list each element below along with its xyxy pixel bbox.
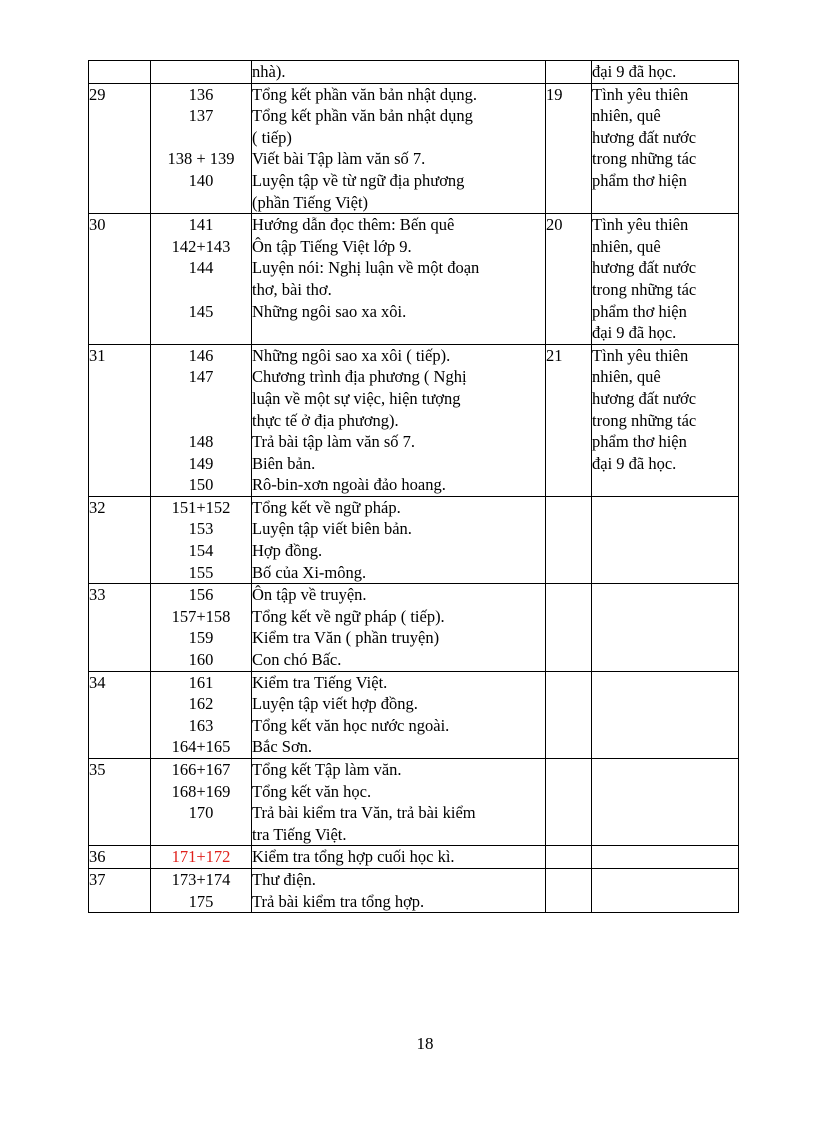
- lesson-cell-line: Trả bài kiểm tra Văn, trả bài kiểm: [252, 803, 476, 823]
- topic-number-cell: [546, 496, 592, 583]
- topic-cell-line: phẩm thơ hiện: [592, 170, 687, 190]
- table-row: [89, 846, 739, 869]
- week-cell: 31: [89, 344, 151, 496]
- topic-cell: [592, 846, 739, 869]
- lesson-cell-line: Tổng kết về ngữ pháp.: [252, 497, 401, 517]
- topic-cell: [592, 344, 739, 496]
- lesson-cell-line: Viết bài Tập làm văn số 7.: [252, 149, 426, 169]
- lesson-cell-line: Trả bài tập làm văn số 7.: [252, 432, 415, 452]
- table-row: [89, 61, 739, 84]
- period-cell-line: 142+143: [171, 236, 231, 256]
- lesson-cell: [252, 214, 546, 345]
- period-cell-line: 136: [188, 84, 214, 104]
- period-cell: [151, 344, 252, 496]
- week-cell: 30: [89, 214, 151, 345]
- period-cell-line: 170: [188, 803, 214, 823]
- table-row: [89, 671, 739, 758]
- topic-cell-line: [592, 672, 738, 694]
- period-cell-line: 161: [188, 672, 214, 692]
- week-cell: 29: [89, 83, 151, 214]
- topic-cell-line: [592, 584, 738, 606]
- period-cell-line: 151+152: [171, 497, 231, 517]
- week-cell: [89, 61, 151, 84]
- lesson-cell-line: nhà).: [252, 62, 286, 81]
- lesson-plan-body: [89, 61, 739, 913]
- week-cell: 37: [89, 868, 151, 912]
- lesson-cell-line: thực tế ở địa phương).: [252, 410, 399, 430]
- period-cell-line: 162: [188, 694, 214, 714]
- lesson-cell: [252, 496, 546, 583]
- topic-cell-line: Tình yêu thiên: [592, 84, 689, 104]
- lesson-cell-line: Tổng kết văn học nước ngoài.: [252, 715, 450, 735]
- topic-number-cell: [546, 61, 592, 84]
- topic-cell-line: [592, 846, 738, 868]
- lesson-cell: [252, 759, 546, 846]
- lesson-cell-line: Bố của Xi-mông.: [252, 562, 367, 582]
- period-cell-line: 149: [188, 453, 214, 473]
- topic-cell-line: [592, 869, 738, 891]
- lesson-cell-line: Tổng kết phần văn bản nhật dụng: [252, 106, 473, 126]
- lesson-cell-line: Luyện nói: Nghị luận về một đoạn: [252, 258, 480, 278]
- week-cell: 35: [89, 759, 151, 846]
- lesson-cell-line: Luyện tập viết hợp đồng.: [252, 694, 418, 714]
- topic-cell: [592, 61, 739, 84]
- topic-cell: [592, 83, 739, 214]
- topic-cell: [592, 584, 739, 671]
- period-cell: [151, 846, 252, 869]
- lesson-cell-line: Luyện tập về từ ngữ địa phương: [252, 170, 465, 190]
- lesson-cell-line: Hợp đồng.: [252, 541, 323, 561]
- topic-number-cell: 20: [546, 214, 592, 345]
- period-cell: [151, 759, 252, 846]
- topic-cell: [592, 496, 739, 583]
- topic-number-cell: [546, 868, 592, 912]
- lesson-cell-line: Thư điện.: [252, 869, 316, 889]
- period-cell-line: 140: [188, 170, 214, 190]
- period-cell-line: 144: [188, 258, 214, 278]
- lesson-cell: [252, 671, 546, 758]
- period-cell: [151, 496, 252, 583]
- lesson-cell-line: Kiểm tra tổng hợp cuối học kì.: [252, 847, 455, 867]
- table-row: [89, 496, 739, 583]
- lesson-cell-line: Trả bài kiểm tra tổng hợp.: [252, 891, 425, 911]
- topic-cell-line: nhiên, quê: [592, 236, 661, 256]
- period-cell-line: 168+169: [171, 781, 231, 801]
- topic-number-cell: 21: [546, 344, 592, 496]
- period-cell-line: [151, 127, 251, 149]
- table-row: [89, 83, 739, 214]
- topic-cell-line: đại 9 đã học.: [592, 323, 677, 343]
- lesson-cell-line: Kiểm tra Tiếng Việt.: [252, 672, 388, 692]
- lesson-cell: [252, 61, 546, 84]
- topic-number-cell: [546, 846, 592, 869]
- lesson-cell-line: Con chó Bấc.: [252, 650, 342, 670]
- topic-cell-line: hương đất nước: [592, 258, 697, 278]
- topic-cell-line: [592, 759, 738, 781]
- period-cell-line: 154: [188, 541, 214, 561]
- table-row: [89, 584, 739, 671]
- period-cell-line: 166+167: [171, 760, 231, 779]
- topic-cell-line: trong những tác: [592, 149, 697, 169]
- lesson-cell-line: Hướng dẫn đọc thêm: Bến quê: [252, 215, 455, 235]
- week-cell: 34: [89, 671, 151, 758]
- period-cell: [151, 671, 252, 758]
- period-cell-line: 163: [188, 715, 214, 735]
- lesson-cell-line: Rô-bin-xơn ngoài đảo hoang.: [252, 475, 446, 495]
- topic-cell: [592, 759, 739, 846]
- topic-cell-line: Tình yêu thiên: [592, 345, 689, 365]
- period-cell-line: 138 + 139: [167, 149, 235, 169]
- topic-cell-line: phẩm thơ hiện: [592, 301, 687, 321]
- topic-cell-line: nhiên, quê: [592, 106, 661, 126]
- topic-number-cell: [546, 671, 592, 758]
- period-cell-line: [151, 61, 251, 83]
- lesson-cell-line: luận về một sự việc, hiện tượng: [252, 388, 461, 408]
- period-cell-line: [151, 388, 251, 410]
- period-cell-line: 173+174: [171, 869, 231, 889]
- period-cell: [151, 61, 252, 84]
- period-cell-line: 145: [188, 301, 214, 321]
- lesson-cell-line: thơ, bài thơ.: [252, 279, 332, 299]
- period-cell-line: 137: [188, 106, 214, 126]
- topic-cell-line: đại 9 đã học.: [592, 453, 677, 473]
- topic-cell: [592, 671, 739, 758]
- period-cell-line: 175: [188, 891, 214, 911]
- lesson-cell: [252, 584, 546, 671]
- topic-cell: [592, 214, 739, 345]
- period-cell-line: [151, 192, 251, 214]
- period-cell-line: [151, 410, 251, 432]
- period-cell: [151, 83, 252, 214]
- period-cell-line: 148: [188, 432, 214, 452]
- period-cell-line: 153: [188, 519, 214, 539]
- topic-cell-line: [592, 497, 738, 519]
- week-cell: 33: [89, 584, 151, 671]
- topic-number-cell: [546, 584, 592, 671]
- lesson-cell: [252, 868, 546, 912]
- lesson-cell-line: (phần Tiếng Việt): [252, 192, 369, 212]
- period-cell: [151, 868, 252, 912]
- table-row: [89, 344, 739, 496]
- lesson-plan-table: [88, 60, 739, 913]
- lesson-cell-line: Những ngôi sao xa xôi ( tiếp).: [252, 345, 451, 365]
- period-cell-line: 146: [188, 345, 214, 365]
- topic-cell-line: đại 9 đã học.: [592, 62, 677, 81]
- lesson-cell-line: Tổng kết văn học.: [252, 781, 372, 801]
- period-cell-line: 141: [188, 215, 214, 235]
- week-cell: 36: [89, 846, 151, 869]
- lesson-cell-line: Chương trình địa phương ( Nghị: [252, 367, 467, 387]
- topic-cell-line: trong những tác: [592, 279, 697, 299]
- period-cell-line: 150: [188, 475, 214, 495]
- topic-cell-line: Tình yêu thiên: [592, 215, 689, 235]
- period-cell-line: [151, 279, 251, 301]
- lesson-cell-line: Tổng kết phần văn bản nhật dụng.: [252, 84, 477, 104]
- table-row: [89, 759, 739, 846]
- period-cell-line: 164+165: [171, 737, 231, 757]
- lesson-cell-line: Ôn tập về truyện.: [252, 585, 367, 605]
- lesson-cell-line: Tổng kết về ngữ pháp ( tiếp).: [252, 606, 445, 626]
- period-cell-line: [151, 322, 251, 344]
- period-cell-line: 157+158: [171, 606, 231, 626]
- lesson-cell-line: Kiểm tra Văn ( phần truyện): [252, 628, 440, 648]
- period-cell: [151, 214, 252, 345]
- topic-cell-line: nhiên, quê: [592, 367, 661, 387]
- week-cell: 32: [89, 496, 151, 583]
- period-cell-line: 147: [188, 367, 214, 387]
- lesson-cell: [252, 846, 546, 869]
- table-row: [89, 214, 739, 345]
- lesson-cell-line: Bắc Sơn.: [252, 737, 313, 757]
- lesson-cell: [252, 344, 546, 496]
- lesson-cell: [252, 83, 546, 214]
- lesson-cell-line: Ôn tập Tiếng Việt lớp 9.: [252, 236, 412, 256]
- topic-cell-line: [592, 192, 738, 214]
- lesson-cell-line: Luyện tập viết biên bản.: [252, 519, 412, 539]
- period-cell-line: [151, 824, 251, 846]
- topic-cell-line: hương đất nước: [592, 388, 697, 408]
- topic-cell-line: trong những tác: [592, 410, 697, 430]
- lesson-cell-line: ( tiếp): [252, 127, 292, 147]
- topic-cell: [592, 868, 739, 912]
- period-cell-line: 159: [188, 628, 214, 648]
- lesson-cell-line: [252, 322, 545, 344]
- period-cell-line: 156: [188, 585, 214, 605]
- topic-cell-line: hương đất nước: [592, 127, 697, 147]
- topic-cell-line: [592, 474, 738, 496]
- period-cell-line: 155: [188, 562, 214, 582]
- lesson-cell-line: Tổng kết Tập làm văn.: [252, 760, 402, 779]
- table-row: [89, 868, 739, 912]
- period-cell-line: 160: [188, 650, 214, 670]
- topic-number-cell: [546, 759, 592, 846]
- period-cell: [151, 584, 252, 671]
- page-number: 18: [416, 1034, 434, 1053]
- lesson-cell-line: Biên bản.: [252, 453, 316, 473]
- topic-cell-line: phẩm thơ hiện: [592, 432, 687, 452]
- topic-number-cell: 19: [546, 83, 592, 214]
- period-cell-line: 171+172: [171, 847, 231, 867]
- lesson-cell-line: tra Tiếng Việt.: [252, 824, 347, 844]
- lesson-cell-line: Những ngôi sao xa xôi.: [252, 301, 407, 321]
